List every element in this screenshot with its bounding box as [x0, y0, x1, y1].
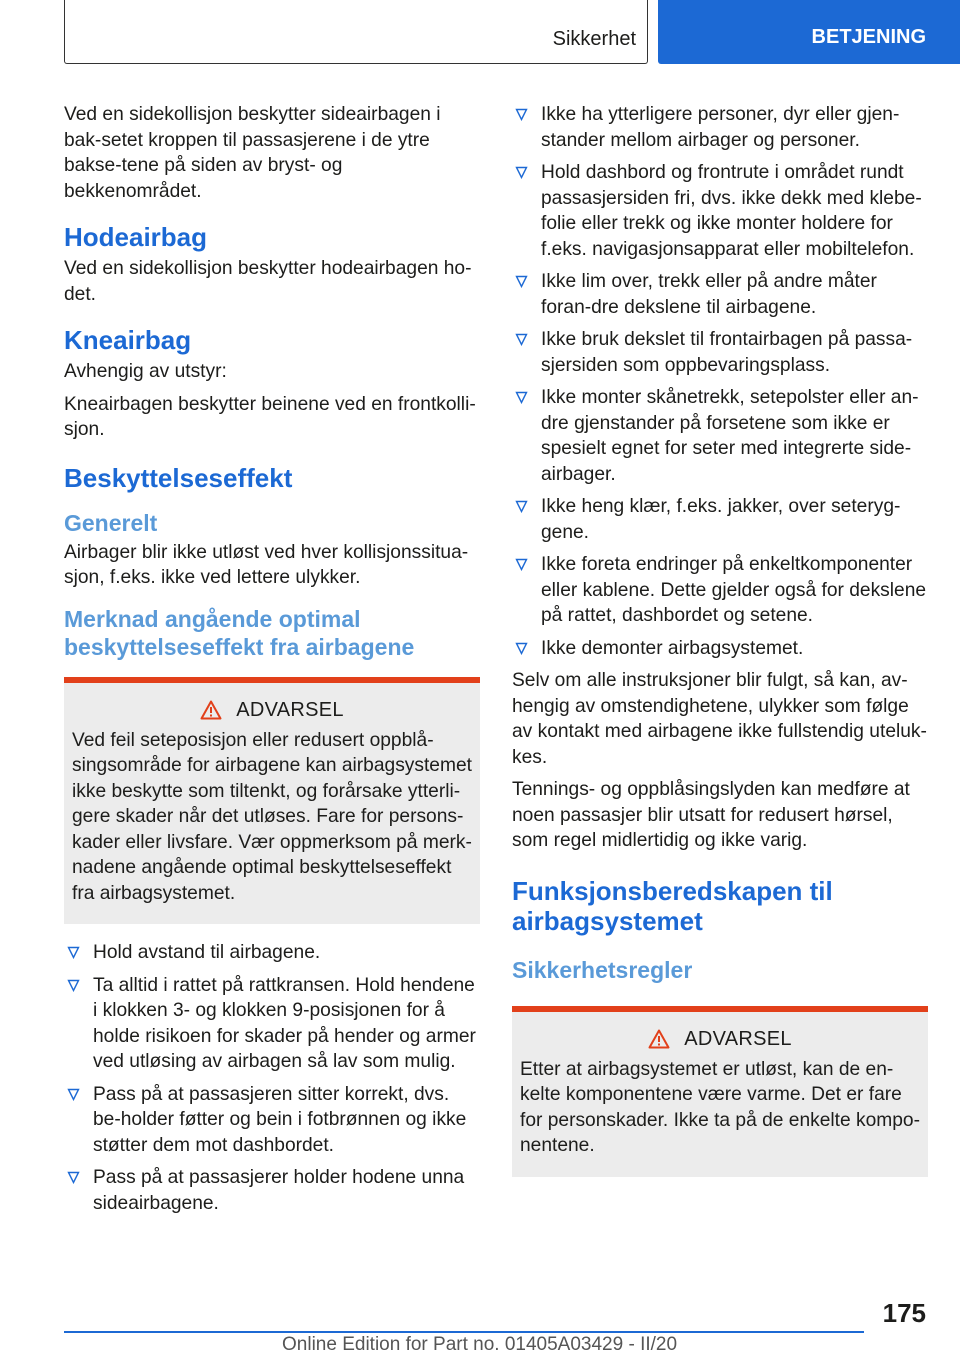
triangle-bullet-icon — [515, 558, 528, 571]
warning-header — [520, 1028, 920, 1051]
triangle-bullet-icon — [515, 642, 528, 655]
list-item-text: Ikke bruk dekslet til frontairbagen på passa-sjersiden som oppbevaringsplass. — [541, 329, 913, 376]
warning-box-right — [512, 1006, 928, 1177]
heading-merknad: Merknad angående optimal beskyttelseseffekt fra airbagene — [64, 605, 415, 660]
kneairbag-paragraph: Kneairbagen beskytter beinene ved en frontkolli-sjon. — [64, 393, 476, 440]
paragraph-selv-om: Selv om alle instruksjoner blir fulgt, så kan, av-hengig av omstendighetene, ulykker som følge av kontakt med airbagene ikke fullstendig uteluk-kes. — [512, 670, 927, 768]
generelt-paragraph: Airbager blir ikke utløst ved hver kollisjonssitua-sjon, f.eks. ikke ved lettere ulykker. — [64, 541, 469, 588]
triangle-bullet-icon — [515, 166, 528, 179]
list-item — [512, 160, 928, 262]
triangle-bullet-icon — [67, 1171, 80, 1184]
list-item-text: Ikke heng klær, f.eks. jakker, over seteryg-gene. — [541, 496, 901, 543]
triangle-bullet-icon — [515, 333, 528, 346]
list-item-text: Ikke lim over, trekk eller på andre måter foran-dre dekslene til airbagene. — [541, 271, 877, 318]
right-bullet-list — [512, 102, 928, 661]
warning-triangle-icon — [648, 1029, 670, 1049]
heading-generelt: Generelt — [64, 509, 158, 536]
list-item-text: Ikke ha ytterligere personer, dyr eller gjen-stander mellom airbager og personer. — [541, 104, 900, 151]
list-item-text: Ikke monter skånetrekk, setepolster eller an-dre gjenstander på forsetene som ikke er spesielt egnet for seter med integrerte side-airbager. — [541, 387, 919, 485]
page-number: 175 — [882, 1298, 926, 1328]
heading-beskyttelseseffekt: Beskyttelseseffekt — [64, 462, 293, 493]
paragraph-tennings: Tennings- og oppblåsingslyden kan medføre at noen passasjer blir utsatt for redusert hørsel, som regel midlertidig og ikke varig. — [512, 779, 910, 851]
left-bullet-list — [64, 940, 480, 1216]
list-item — [64, 973, 480, 1075]
list-item — [512, 327, 928, 378]
list-item — [512, 102, 928, 153]
triangle-bullet-icon — [515, 391, 528, 404]
triangle-bullet-icon — [515, 108, 528, 121]
triangle-bullet-icon — [515, 275, 528, 288]
warning-text: Ved feil seteposisjon eller redusert oppblå-singsområde for airbagene kan airbagsystemet ikke beskytte som tiltenkt, og forårsake ytterli-gere skader når det utløses. Fare for persons-kader eller livsfare. Vær oppmerksom på merk-nadene angående optimal beskyttelseseffekt fra airbagsystemet. — [72, 729, 472, 904]
footer-divider — [64, 1331, 864, 1333]
heading-hodeairbag: Hodeairbag — [64, 222, 208, 252]
list-item — [512, 636, 928, 662]
triangle-bullet-icon — [67, 946, 80, 959]
list-item — [64, 1082, 480, 1159]
heading-funksjonsberedskapen: Funksjonsberedskapen til airbagsystemet — [512, 875, 833, 936]
header-chapter-label: BETJENING — [811, 25, 926, 48]
warning-title: ADVARSEL — [236, 698, 344, 721]
heading-kneairbag: Kneairbag — [64, 325, 192, 355]
warning-title: ADVARSEL — [684, 1027, 792, 1050]
intro-paragraph: Ved en sidekollisjon beskytter sideairbagen i bak-setet kroppen til passasjerene i de ytre bakse-tene på siden av bryst- og bekkenområdet. — [64, 104, 441, 202]
list-item-text: Ikke demonter airbagsystemet. — [541, 637, 804, 659]
header-section-title: Sikkerhet — [552, 28, 636, 50]
header-chapter-tab — [658, 0, 960, 64]
warning-triangle-icon — [200, 700, 222, 720]
triangle-bullet-icon — [67, 979, 80, 992]
warning-text: Etter at airbagsystemet er utløst, kan de en-kelte komponentene være varme. Det er fare for personskader. Ikke ta på de enkelte kompo-nentene. — [520, 1058, 920, 1156]
warning-box-left — [64, 677, 480, 925]
heading-sikkerhetsregler: Sikkerhetsregler — [512, 956, 693, 983]
list-item-text: Ikke foreta endringer på enkeltkomponenter eller kablene. Dette gjelder også for dekslene på rattet, dashbordet og setene. — [541, 554, 927, 626]
list-item-text: Pass på at passasjeren sitter korrekt, dvs. be-holder føtter og bein i fotbrønnen og ikke støtter dem mot dashbordet. — [93, 1083, 467, 1156]
list-item — [512, 552, 928, 629]
triangle-bullet-icon — [515, 500, 528, 513]
list-item — [512, 269, 928, 320]
list-item-text: Hold avstand til airbagene. — [93, 942, 321, 963]
triangle-bullet-icon — [67, 1088, 80, 1101]
list-item-text: Hold dashbord og frontrute i området rundt passasjersiden fri, dvs. ikke dekk med klebe-folie eller trekk og ikke monter holdere for f.eks. navigasjonsapparat eller mobiltelefon. — [541, 162, 922, 260]
list-item — [512, 494, 928, 545]
footer-edition: Online Edition for Part no. 01405A03429 - II/20 — [282, 1334, 678, 1355]
right-column — [512, 102, 928, 1193]
list-item — [64, 940, 480, 966]
list-item-text: Pass på at passasjerer holder hodene unna sideairbagene. — [93, 1167, 465, 1214]
list-item-text: Ta alltid i rattet på rattkransen. Hold hendene i klokken 3- og klokken 9-posisjonen for å holde risikoen for skader på hender og armer ved utløsing av airbagen så lav som mulig. — [93, 974, 476, 1072]
left-column — [64, 102, 480, 1223]
list-item — [512, 385, 928, 487]
list-item — [64, 1165, 480, 1216]
hodeairbag-paragraph: Ved en sidekollisjon beskytter hodeairbagen ho-det. — [64, 258, 472, 305]
kneairbag-note: Avhengig av utstyr: — [64, 361, 227, 382]
warning-header — [72, 699, 472, 722]
